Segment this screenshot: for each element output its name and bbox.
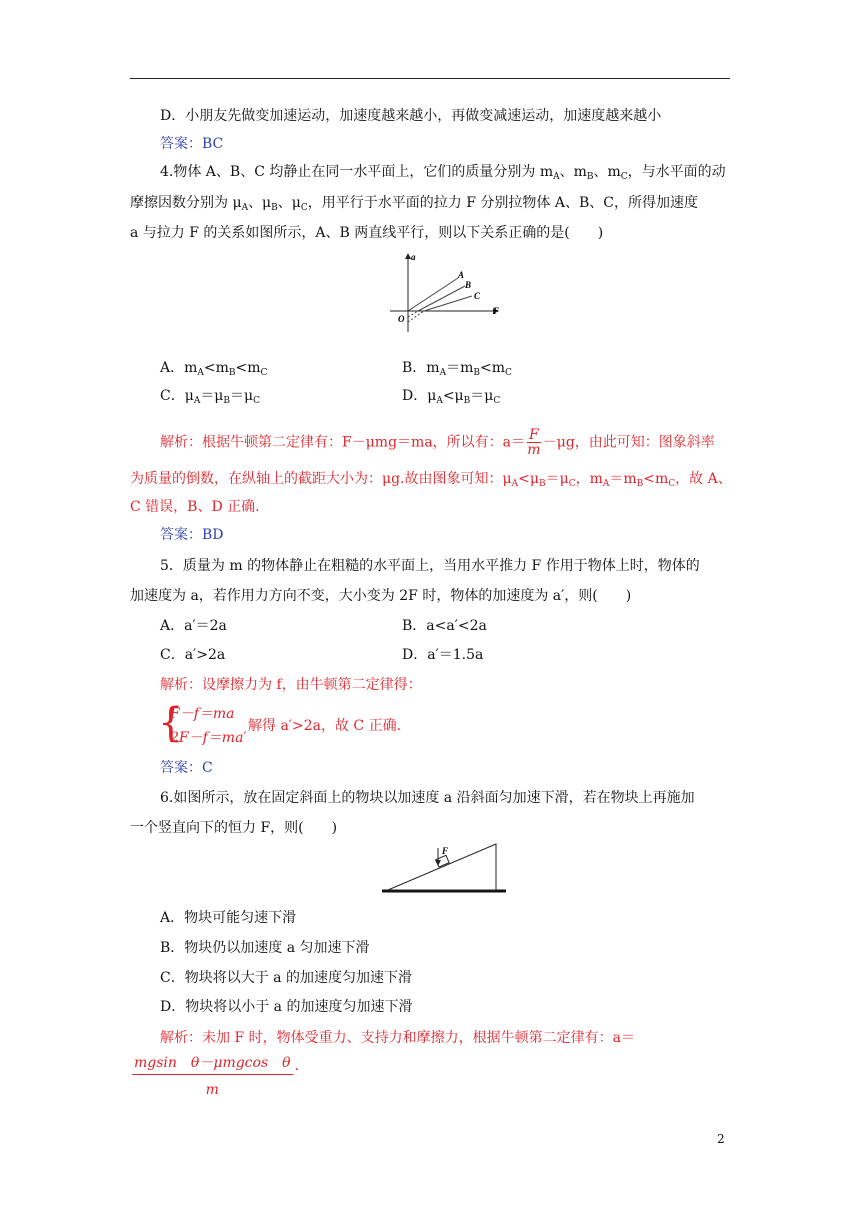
force-label: F [442,846,449,856]
label-line-c: C [474,291,481,301]
q5-option-a: A．a′＝2a [160,618,227,634]
q6-incline-figure [378,840,510,898]
q4-option-c: C．$\mu_A=\mu_B=\mu_C$ [160,388,261,406]
fraction-f-over-m: $\frac{F}{m}$ [527,427,541,458]
axis-label-a: a [411,252,416,262]
q4-option-a: A．$m_A<m_B<m_C$ [160,360,268,378]
q5-option-c: C．a′>2a [160,647,226,663]
q5-answer: 答案：C [160,760,213,776]
equation-system-brace: { [158,700,184,746]
q5-analysis-line-1: 解析：设摩擦力为 f，由牛顿第二定律得： [160,677,422,693]
q4-stem-line-3: a 与拉力 F 的关系如图所示，A、B 两直线平行，则以下关系正确的是( ) [130,225,604,241]
q4-stem-line-2: 摩擦因数分别为 $\mu_A$、$\mu_B$、$\mu_C$，用平行于水平面的拉力 F 分别拉物体 A、B、C，所得加速度 [130,195,698,213]
q4-answer: 答案：BD [160,527,224,543]
axis-label-f: F [493,306,500,316]
line-b-dashed [408,311,418,317]
q6-analysis-line-1: 解析：未加 F 时，物体受重力、支持力和摩擦力，根据牛顿第二定律有：a＝ [160,1030,635,1046]
q6-option-b: B．物块仍以加速度 a 匀加速下滑 [160,940,370,956]
q6-option-c: C．物块将以大于 a 的加速度匀加速下滑 [160,970,412,986]
q5-stem-line-1: 5．质量为 m 的物体静止在粗糙的水平面上，当用水平推力 F 作用于物体上时，物体的 [160,558,700,574]
q4-option-d: D．$\mu_A<\mu_B=\mu_C$ [402,388,501,406]
label-line-a: A [458,270,465,280]
page-number: 2 [717,1132,725,1146]
label-line-b: B [465,280,472,290]
q4-analysis-line-1: 解析：根据牛顿第二定律有：F－μmg＝ma，所以有：a＝ $\frac{F}{m}$ －μg，由此可知：图象斜率 [160,427,715,458]
fraction-acceleration: $\frac{\text{mgsin θ－μmgcos θ}}{m}$ [134,1055,291,1098]
q6-option-d: D．物块将以小于 a 的加速度匀加速下滑 [160,999,413,1015]
q5-equation-2: 2F－f＝ma′ [170,730,247,746]
q4-option-b: B．$m_A=m_B<m_C$ [402,360,512,378]
header-rule [130,78,730,79]
q5-option-b: B．a<a′<2a [402,618,487,634]
q4-analysis-line-3: C 错误，B、D 正确. [130,499,260,515]
q5-option-d: D．a′＝1.5a [402,647,484,663]
q4-a-f-graph [380,248,510,336]
q6-analysis-fraction: $\frac{\text{mgsin θ－μmgcos θ}}{m}$ . [134,1055,300,1098]
q4-stem-line-1: 4.物体 A、B、C 均静止在同一水平面上，它们的质量分别为 $m_A$、$m_B$、$m_C$，与水平面的动 [160,164,726,182]
q4-analysis-line-2: 为质量的倒数，在纵轴上的截距大小为：μg.故由图象可知：$\mu_A<\mu_B=\mu_C$，$m_A=m_B<m_C$，故 A、 [130,471,732,489]
q5-analysis-line-2: 解得 a′>2a，故 C 正确. [248,718,402,734]
line-a [408,278,458,311]
q3-option-d: D．小朋友先做变加速运动，加速度越来越小，再做变减速运动，加速度越来越小 [160,108,662,124]
q5-equation-1: F－f＝ma [170,706,235,722]
line-b-solid [418,286,465,311]
q6-stem-line-1: 6.如图所示，放在固定斜面上的物块以加速度 a 沿斜面匀加速下滑，若在物块上再施加 [160,790,695,806]
q3-answer: 答案：BC [160,136,224,152]
q6-stem-line-2: 一个竖直向下的恒力 F，则( ) [130,820,338,836]
origin-label: O [398,314,405,324]
q6-option-a: A．物块可能匀速下滑 [160,910,297,926]
q5-stem-line-2: 加速度为 a，若作用力方向不变，大小变为 2F 时，物体的加速度为 a′，则( ) [130,588,632,604]
